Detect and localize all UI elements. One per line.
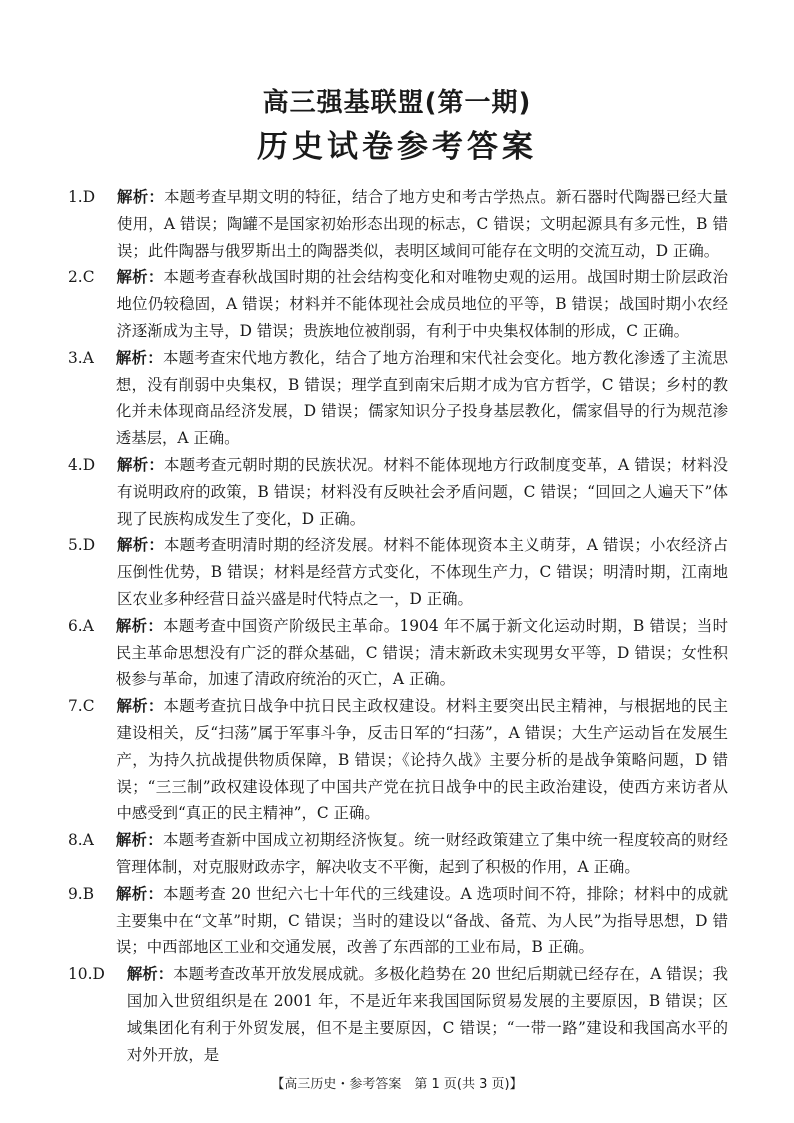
analysis-label: 解析： — [126, 965, 174, 984]
item-number: 9.B — [68, 884, 94, 903]
item-explanation: 解析：本题考查明清时期的经济发展。材料不能体现资本主义萌芽，A 错误；小农经济占压倒性优势，B 错误；材料是经营方式变化，不体现生产力，C 错误；明清时期，江南地区农业多种经营日益兴盛是时代特点之一，D 正确。 — [117, 536, 728, 608]
answer-item-1 — [68, 184, 728, 264]
item-number: 6.A — [68, 616, 94, 635]
answer-item-4 — [68, 452, 728, 532]
item-number: 8.A — [68, 831, 94, 850]
analysis-label: 解析： — [115, 831, 163, 850]
answer-list — [68, 184, 728, 1068]
answer-item-5 — [68, 532, 728, 612]
answer-item-3 — [68, 345, 728, 452]
answer-item-6 — [68, 613, 728, 693]
analysis-label: 解析： — [115, 616, 164, 635]
item-explanation: 解析：本题考查宋代地方教化，结合了地方治理和宋代社会变化。地方教化渗透了主流思想，没有削弱中央集权，B 错误；理学直到南宋后期才成为官方哲学，C 错误；乡村的教化并未体现商品经济发展，D 错误；儒家知识分子投身基层教化，儒家倡导的行为规范渗透基层，A 正确。 — [115, 348, 728, 448]
item-explanation: 解析：本题考查抗日战争中抗日民主政权建设。材料主要突出民主精神，与根据地的民主建设相关，反“扫荡”属于军事斗争，反击日军的“扫荡”，A 错误；大生产运动旨在发展生产，为持久抗战提供物质保障，B 错误；《论持久战》主要分析的是战争策略问题，D 错误；“三三制”政权建设体现了中国共产党在抗日战争中的民主政治建设，使西方来访者从中感受到“真正的民主精神”，C 正确。 — [116, 697, 728, 823]
page-title-line2: 历史试卷参考答案 — [257, 129, 537, 165]
page-footer: 【高三历史・参考答案 第 1 页(共 3 页)】 — [271, 1077, 523, 1092]
item-number: 7.C — [68, 697, 95, 716]
item-explanation: 解析：本题考查春秋战国时期的社会结构变化和对唯物史观的运用。战国时期士阶层政治地位仍较稳固，A 错误；材料并不能体现社会成员地位的平等，B 错误；战国时期小农经济逐渐成为主导，D 错误；贵族地位被削弱，有利于中央集权体制的形成，C 正确。 — [116, 268, 728, 340]
analysis-label: 解析： — [116, 884, 164, 903]
page-title-line1: 高三强基联盟(第一期) — [262, 88, 532, 118]
analysis-label: 解析： — [116, 697, 164, 716]
answer-item-7 — [68, 693, 728, 827]
answer-item-8 — [68, 827, 728, 881]
answer-item-2 — [68, 264, 728, 344]
item-number: 5.D — [68, 536, 96, 555]
item-explanation: 解析：本题考查中国资产阶级民主革命。1904 年不属于新文化运动时期，B 错误；当时民主革命思想没有广泛的群众基础，C 错误；清末新政未实现男女平等，D 错误；女性积极参与革命，加速了清政府统治的灭亡，A 正确。 — [115, 616, 728, 689]
answer-item-9 — [68, 881, 728, 961]
item-explanation: 解析：本题考查元朝时期的民族状况。材料不能体现地方行政制度变革，A 错误；材料没有说明政府的政策，B 错误；材料没有反映社会矛盾问题，C 错误；“回回之人遍天下”体现了民族构成发生了变化，D 正确。 — [117, 455, 728, 528]
item-number: 4.D — [68, 455, 96, 474]
item-explanation: 解析：本题考查 20 世纪六七十年代的三线建设。A 选项时间不符，排除；材料中的成就主要集中在“文革”时期，C 错误；当时的建设以“备战、备荒、为人民”为指导思想，D 错误；中西部地区工业和交通发展，改善了东西部的工业布局，B 正确。 — [116, 884, 728, 957]
answer-item-10 — [68, 961, 728, 1068]
item-number: 1.D — [68, 188, 96, 206]
item-number: 2.C — [68, 268, 95, 287]
item-number: 10.D — [68, 965, 105, 984]
title-block — [0, 86, 794, 168]
item-explanation: 解析：本题考查早期文明的特征，结合了地方史和考古学热点。新石器时代陶器已经大量使用，A 错误；陶罐不是国家初始形态出现的标志，C 错误；文明起源具有多元性，B 错误；此件陶器与俄罗斯出土的陶器类似，表明区域间可能存在文明的交流互动，D 正确。 — [117, 188, 728, 260]
analysis-label: 解析： — [117, 455, 165, 474]
analysis-label: 解析： — [116, 268, 164, 287]
item-explanation: 解析：本题考查新中国成立初期经济恢复。统一财经政策建立了集中统一程度较高的财经管理体制，对克服财政赤字，解决收支不平衡，起到了积极的作用，A 正确。 — [115, 831, 728, 876]
analysis-label: 解析： — [117, 188, 165, 206]
item-explanation: 解析：本题考查改革开放发展成就。多极化趋势在 20 世纪后期就已经存在，A 错误；我国加入世贸组织是在 2001 年，不是近年来我国国际贸易发展的主要原因，B 错误；区域集团化有利于外贸发展，但不是主要原因，C 错误；“一带一路”建设和我国高水平的对外开放，是 — [126, 965, 728, 1064]
item-number: 3.A — [68, 348, 94, 367]
analysis-label: 解析： — [117, 536, 165, 555]
analysis-label: 解析： — [115, 348, 163, 367]
